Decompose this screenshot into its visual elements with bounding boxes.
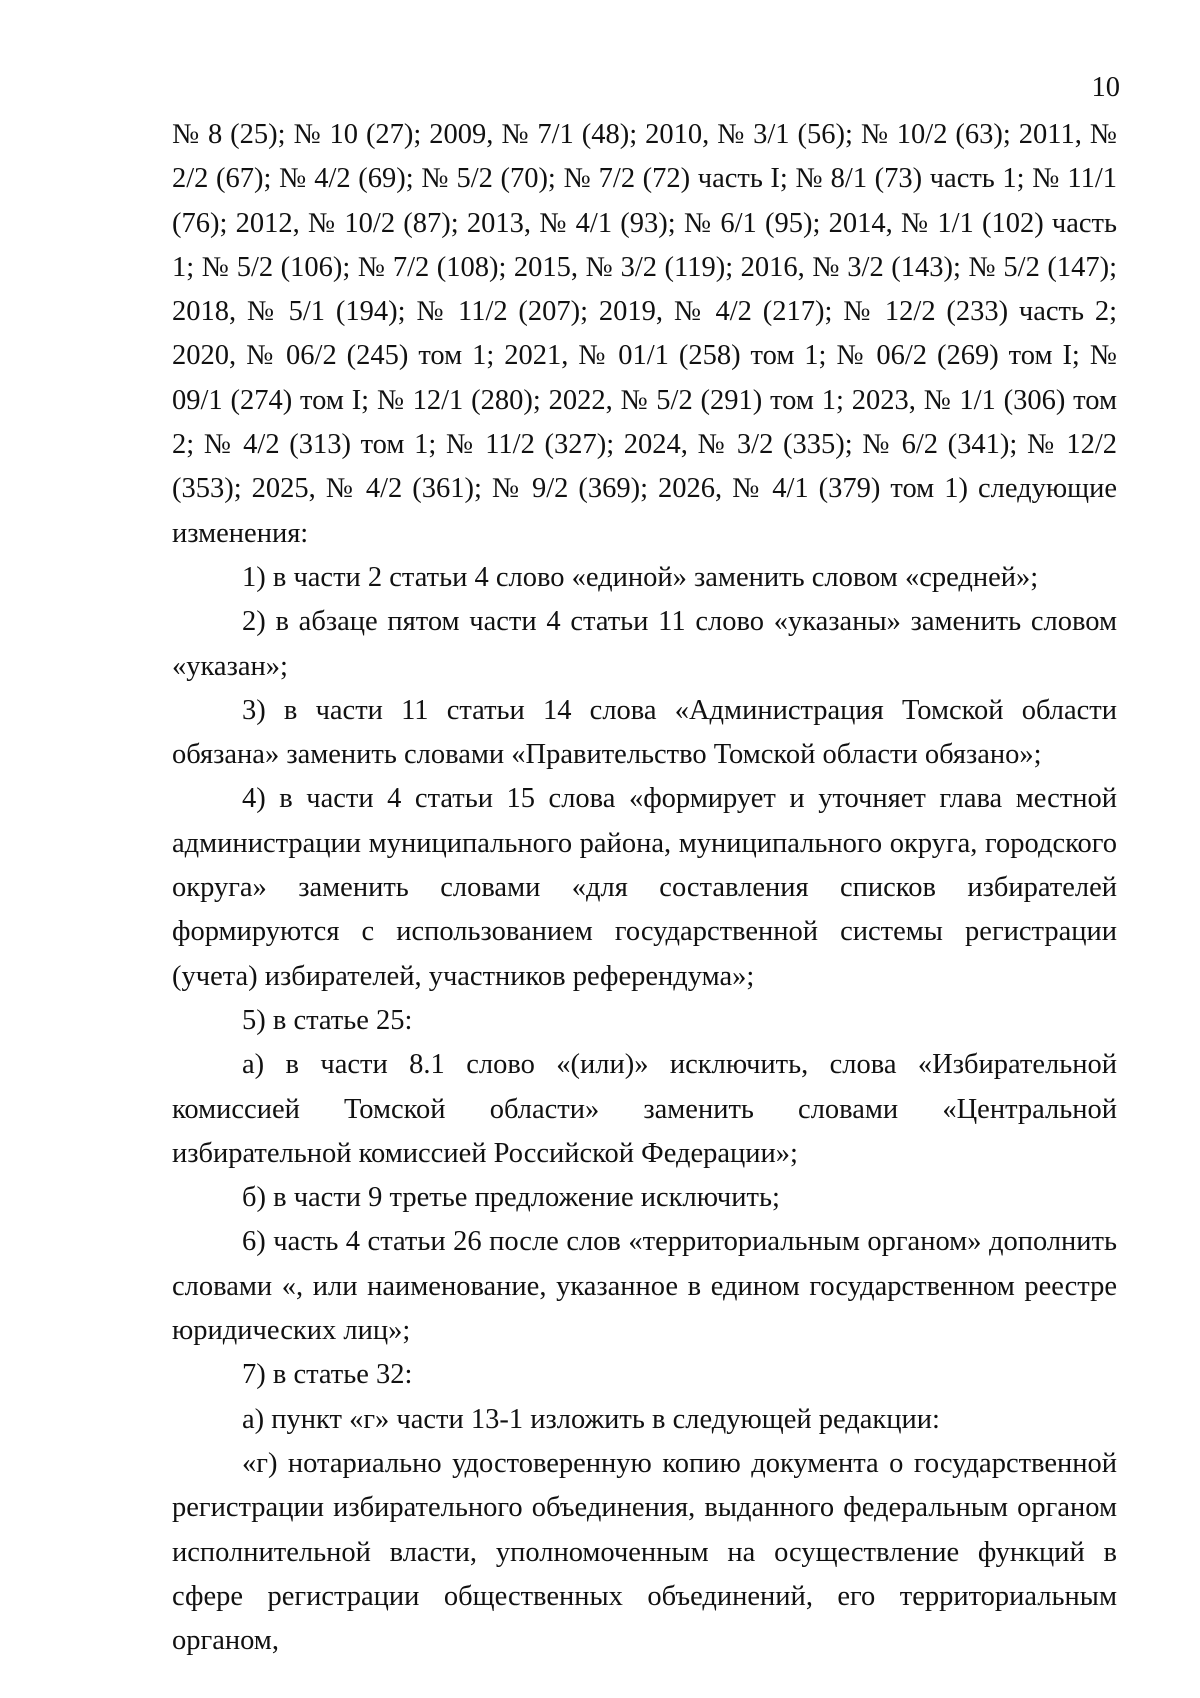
paragraph-item-5b: б) в части 9 третье предложение исключить; xyxy=(242,1182,780,1214)
paragraph-item-5: 5) в статье 25: xyxy=(242,1004,413,1036)
paragraph-item-2: 2) в абзаце пятом части 4 статьи 11 слово «указаны» заменить словом «указан»; xyxy=(172,606,1117,682)
paragraph-item-4: 4) в части 4 статьи 15 слова «формирует и уточняет глава местной администрации муниципального района, муниципального округа, городского округа» заменить словами «для составления списков избирателей формируются с использованием государственной системы регистрации (учета) избирателей, участников референдума»; xyxy=(172,783,1117,992)
paragraph-item-3: 3) в части 11 статьи 14 слова «Администрация Томской области обязана» заменить словами «Правительство Томской области обязано»; xyxy=(172,694,1117,771)
paragraph-item-1: 1) в части 2 статьи 4 слово «единой» заменить словом «средней»; xyxy=(242,561,1039,593)
paragraph-item-5a: а) в части 8.1 слово «(или)» исключить, слова «Избирательной комиссией Томской области» заменить словами «Центральной избирательной комиссией Российской Федерации»; xyxy=(172,1049,1117,1169)
paragraph-item-7a: а) пункт «г» части 13-1 изложить в следующей редакции: xyxy=(242,1403,940,1435)
document-body xyxy=(172,113,1117,1663)
paragraph-item-7: 7) в статье 32: xyxy=(242,1359,413,1391)
page-number: 10 xyxy=(1091,72,1120,103)
paragraph-item-7a-text: «г) нотариально удостоверенную копию документа о государственной регистрации избирательного объединения, выданного федеральным органом исполнительной власти, уполномоченным на осуществление функций в сфере регистрации общественных объединений, его территориальным органом, xyxy=(172,1447,1117,1657)
paragraph-citation-list: № 8 (25); № 10 (27); 2009, № 7/1 (48); 2010, № 3/1 (56); № 10/2 (63); 2011, № 2/2 (67); № 4/2 (69); № 5/2 (70); № 7/2 (72) часть I; № 8/1 (73) часть 1; № 11/1 (76); 2012, № 10/2 (87); 2013, № 4/1 (93); № 6/1 (95); 2014, № 1/1 (102) часть 1; № 5/2 (106); № 7/2 (108); 2015, № 3/2 (119); 2016, № 3/2 (143); № 5/2 (147); 2018, № 5/1 (194); № 11/2 (207); 2019, № 4/2 (217); № 12/2 (233) часть 2; 2020, № 06/2 (245) том 1; 2021, № 01/1 (258) том 1; № 06/2 (269) том I; № 09/1 (274) том I; № 12/1 (280); 2022, № 5/2 (291) том 1; 2023, № 1/1 (306) том 2; № 4/2 (313) том 1; № 11/2 (327); 2024, № 3/2 (335); № 6/2 (341); № 12/2 (353); 2025, № 4/2 (361); № 9/2 (369); 2026, № 4/1 (379) том 1) следующие изменения: xyxy=(172,119,1117,549)
paragraph-item-6: 6) часть 4 статьи 26 после слов «территориальным органом» дополнить словами «, или наименование, указанное в едином государственном реестре юридических лиц»; xyxy=(172,1226,1117,1347)
